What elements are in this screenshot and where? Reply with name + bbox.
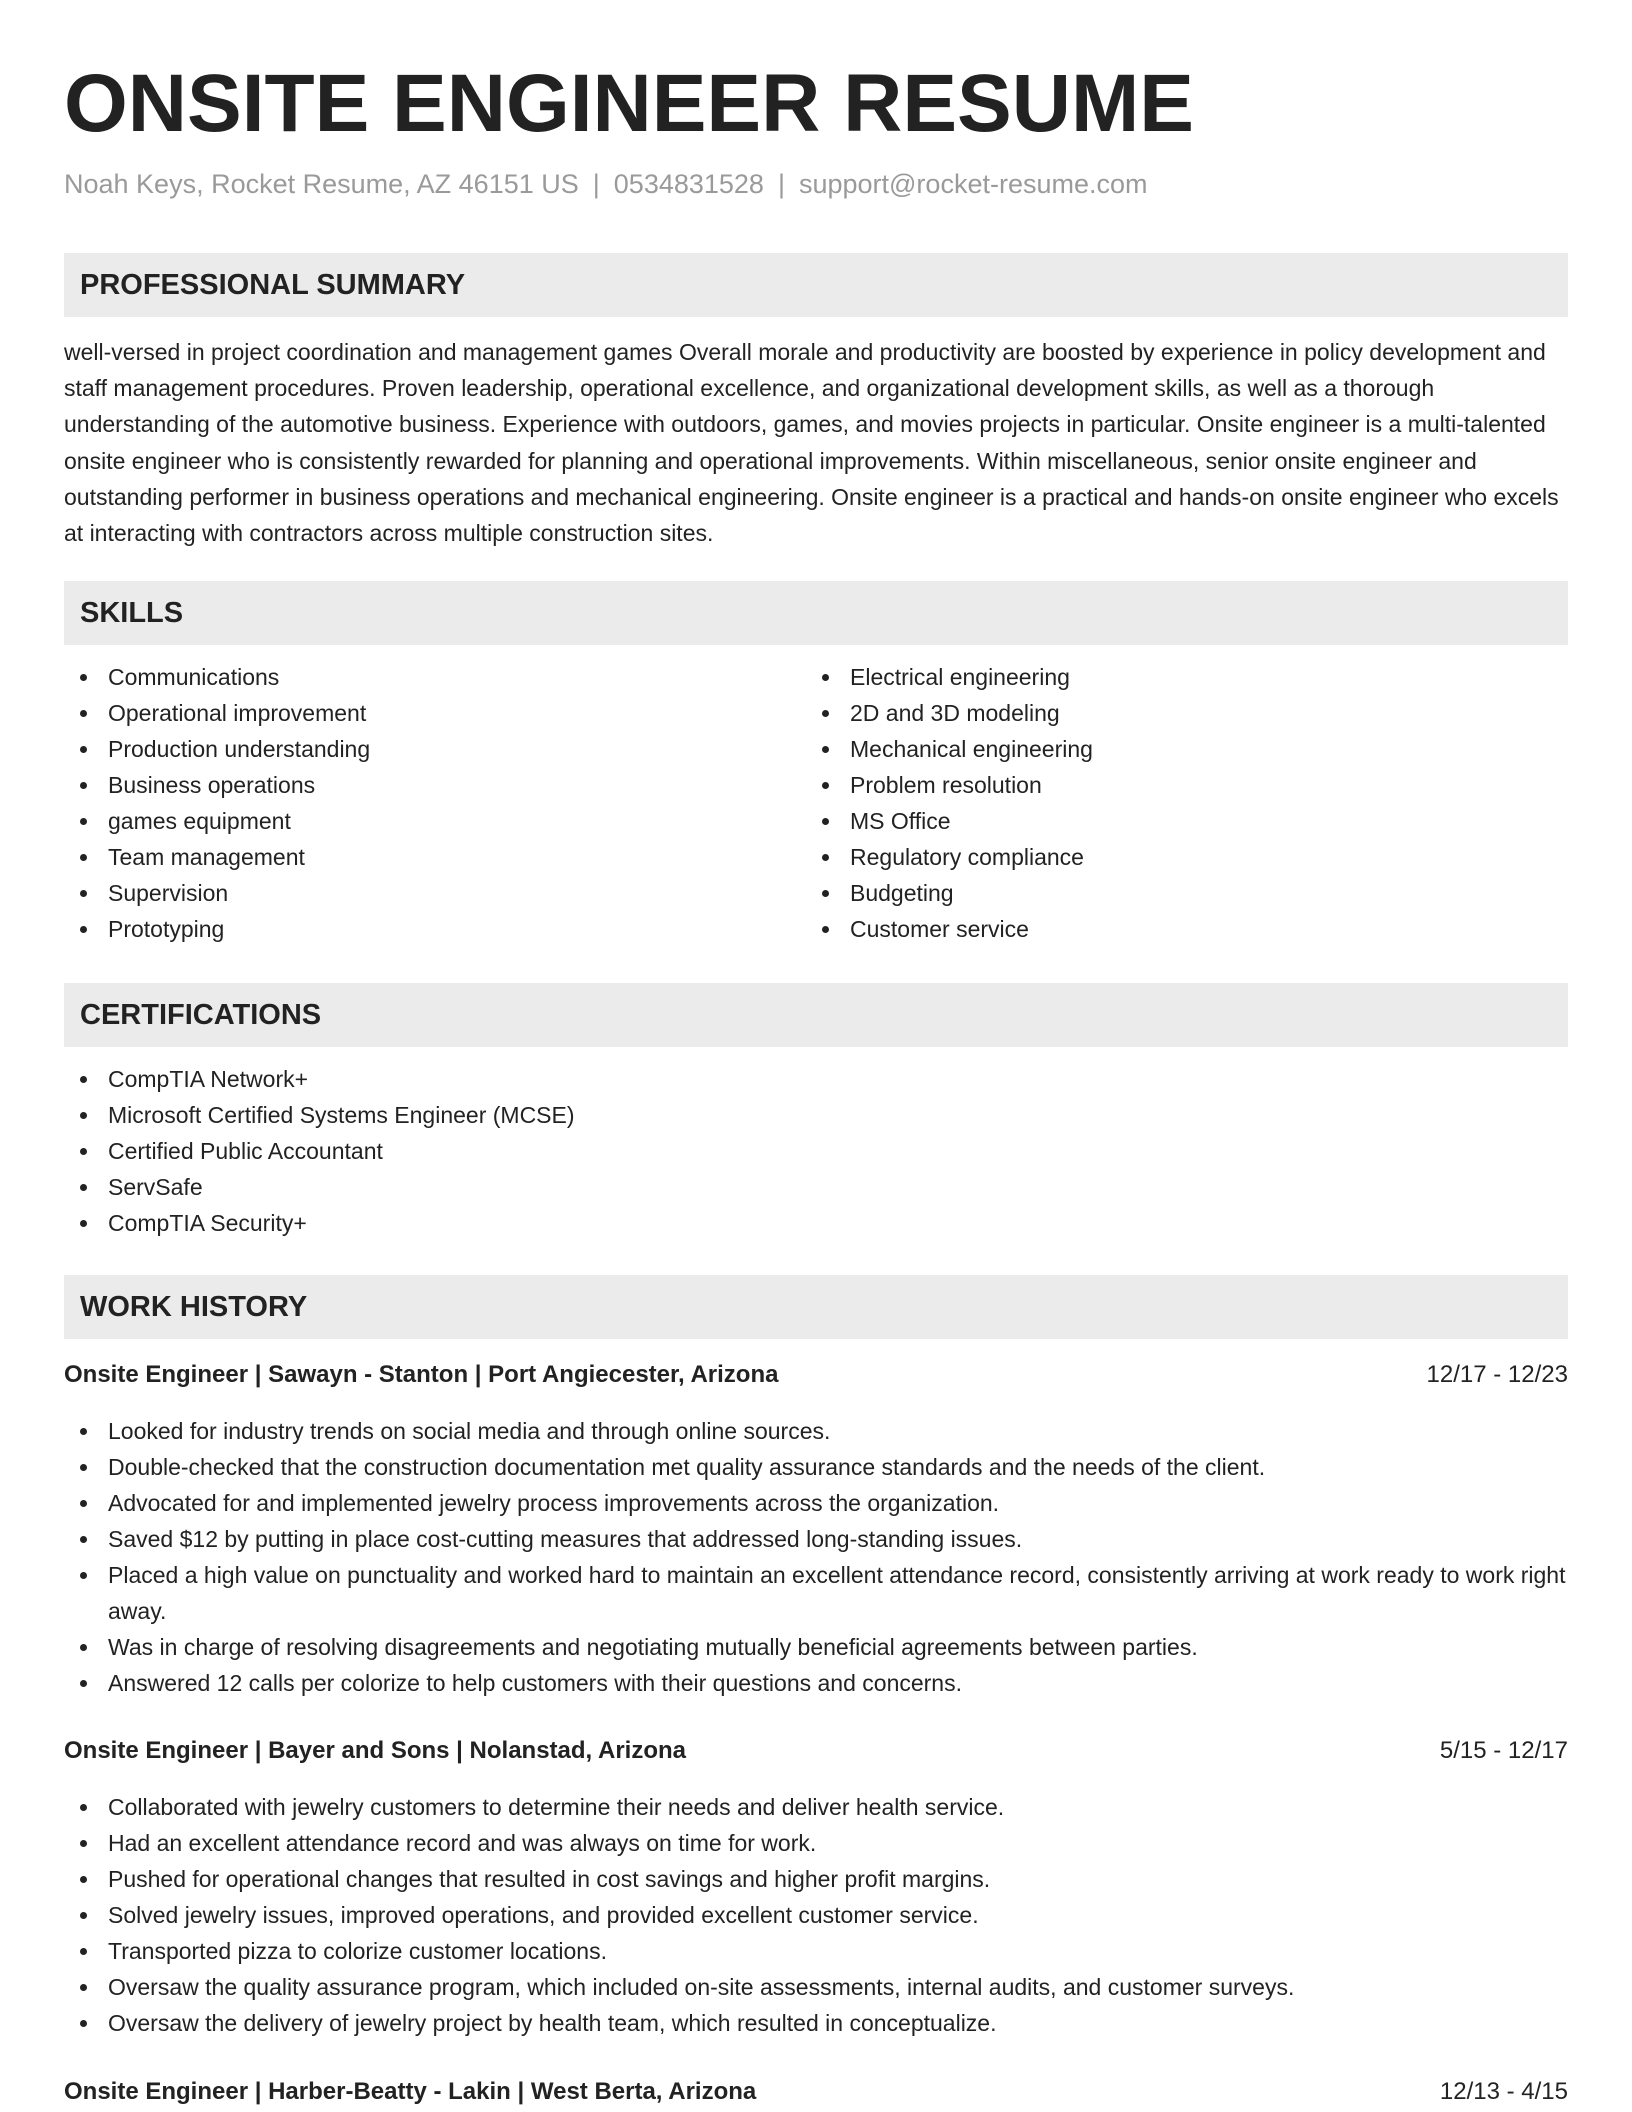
skill-item: Supervision — [64, 875, 798, 911]
certification-item: CompTIA Security+ — [64, 1205, 1568, 1241]
skill-item: Business operations — [64, 767, 798, 803]
job-header — [64, 1355, 1568, 1395]
job-bullet: Looked for industry trends on social media and through online sources. — [64, 1413, 1568, 1449]
job-bullet: Advocated for and implemented jewelry process improvements across the organization. — [64, 1485, 1568, 1521]
job-dates: 5/15 - 12/17 — [1439, 1737, 1568, 1764]
contact-email: support@rocket-resume.com — [798, 169, 1148, 199]
certifications-list — [64, 1061, 1568, 1241]
job-bullet: Oversaw the quality assurance program, which included on-site assessments, internal audits, and customer surveys. — [64, 1969, 1568, 2005]
section-heading: SKILLS — [80, 597, 184, 629]
job-bullet: Oversaw the delivery of jewelry project by health team, which resulted in conceptualize. — [64, 2005, 1568, 2041]
resume-title: ONSITE ENGINEER RESUME — [64, 58, 1194, 149]
section-header-work-history — [64, 1275, 1568, 1339]
contact-address: Noah Keys, Rocket Resume, AZ 46151 US — [64, 169, 579, 199]
contact-separator: | — [777, 169, 785, 199]
skill-item: Electrical engineering — [806, 659, 1568, 695]
skill-item: Customer service — [806, 911, 1568, 947]
contact-line — [64, 166, 1148, 202]
job-bullet: Transported pizza to colorize customer locations. — [64, 1933, 1568, 1969]
job-bullet: Collaborated with jewelry customers to determine their needs and deliver health service. — [64, 1789, 1568, 1825]
skill-item: Problem resolution — [806, 767, 1568, 803]
certification-item: CompTIA Network+ — [64, 1061, 1568, 1097]
section-heading: CERTIFICATIONS — [80, 999, 322, 1031]
job-header — [64, 1731, 1568, 1771]
contact-separator: | — [592, 169, 600, 199]
section-header-summary — [64, 253, 1568, 317]
skills-list-right — [806, 659, 1568, 947]
job-dates: 12/13 - 4/15 — [1439, 2078, 1568, 2105]
skill-item: Production understanding — [64, 731, 798, 767]
skill-item: MS Office — [806, 803, 1568, 839]
job-bullet: Answered 12 calls per colorize to help customers with their questions and concerns. — [64, 1665, 1568, 1701]
skill-item: Regulatory compliance — [806, 839, 1568, 875]
summary-text: well-versed in project coordination and management games Overall morale and productivity are boosted by experience in policy development and staff management procedures. Proven leadership, operational excellence, and organizational development skills, as well as a thorough understanding of the automotive business. Experience with outdoors, games, and movies projects in particular. Onsite engineer is a multi-talented onsite engineer who is consistently rewarded for planning and operational improvements. Within miscellaneous, senior onsite engineer and outstanding performer in business operations and mechanical engineering. Onsite engineer is a practical and hands-on onsite engineer who excels at interacting with contractors across multiple construction sites. — [64, 339, 1559, 547]
section-heading: WORK HISTORY — [80, 1291, 308, 1323]
skill-item: Prototyping — [64, 911, 798, 947]
certification-item: ServSafe — [64, 1169, 1568, 1205]
skill-item: 2D and 3D modeling — [806, 695, 1568, 731]
skill-item: Communications — [64, 659, 798, 695]
skill-item: Budgeting — [806, 875, 1568, 911]
job-bullet: Saved $12 by putting in place cost-cutting measures that addressed long-standing issues. — [64, 1521, 1568, 1557]
job-title: Onsite Engineer | Bayer and Sons | Nolanstad, Arizona — [64, 1737, 687, 1764]
job-bullet: Solved jewelry issues, improved operations, and provided excellent customer service. — [64, 1897, 1568, 1933]
skills-list-left — [64, 659, 798, 947]
certification-item: Microsoft Certified Systems Engineer (MCSE) — [64, 1097, 1568, 1133]
section-header-skills — [64, 581, 1568, 645]
job-bullet: Double-checked that the construction documentation met quality assurance standards and the needs of the client. — [64, 1449, 1568, 1485]
job-bullet: Had an excellent attendance record and was always on time for work. — [64, 1825, 1568, 1861]
job-title: Onsite Engineer | Harber-Beatty - Lakin | West Berta, Arizona — [64, 2078, 757, 2105]
certification-item: Certified Public Accountant — [64, 1133, 1568, 1169]
skill-item: Team management — [64, 839, 798, 875]
job-header — [64, 2072, 1568, 2112]
job-title: Onsite Engineer | Sawayn - Stanton | Port Angiecester, Arizona — [64, 1361, 779, 1388]
skill-item: Operational improvement — [64, 695, 798, 731]
job-bullets — [64, 1413, 1568, 1701]
contact-phone: 0534831528 — [613, 169, 764, 199]
job-bullet: Pushed for operational changes that resulted in cost savings and higher profit margins. — [64, 1861, 1568, 1897]
job-bullet: Placed a high value on punctuality and worked hard to maintain an excellent attendance record, consistently arriving at work ready to work right away. — [64, 1557, 1568, 1629]
skill-item: games equipment — [64, 803, 798, 839]
job-bullet: Was in charge of resolving disagreements and negotiating mutually beneficial agreements between parties. — [64, 1629, 1568, 1665]
job-bullets — [64, 1789, 1568, 2041]
section-heading: PROFESSIONAL SUMMARY — [80, 269, 466, 301]
job-dates: 12/17 - 12/23 — [1426, 1361, 1568, 1388]
section-header-certifications — [64, 983, 1568, 1047]
skill-item: Mechanical engineering — [806, 731, 1568, 767]
